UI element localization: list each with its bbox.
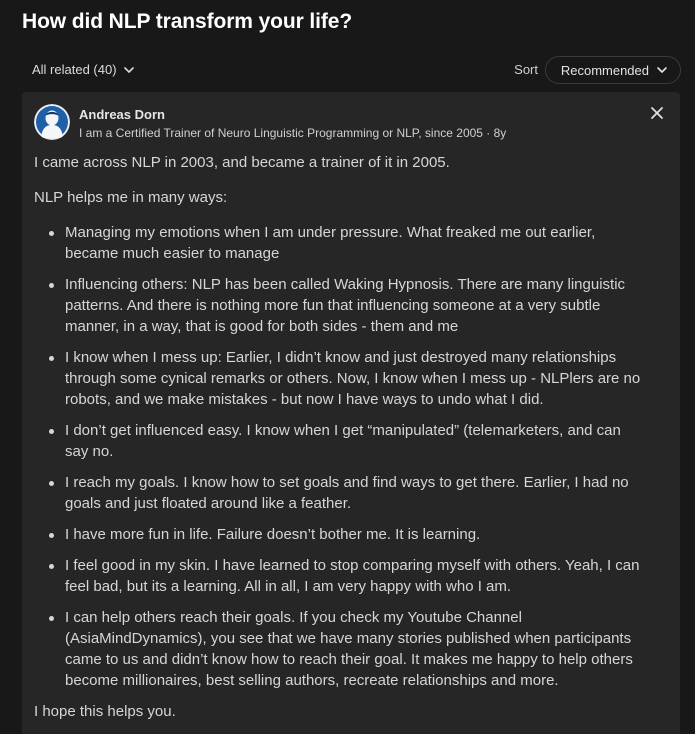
list-item: I feel good in my skin. I have learned to stop comparing myself with others. Yeah, I can feel bad, but its a learning. All in all, I am very happy with who I am. [34, 555, 644, 597]
author-photo [34, 104, 70, 140]
answer-card [22, 92, 680, 734]
question-title: How did NLP transform your life? [22, 10, 353, 33]
answer-body [34, 152, 644, 722]
sort-dropdown[interactable] [545, 56, 681, 84]
bullet-list [34, 222, 644, 691]
all-related-label: All related (40) [32, 62, 117, 77]
answer-paragraph: I came across NLP in 2003, and became a trainer of it in 2005. [34, 154, 450, 171]
chevron-down-icon [656, 64, 668, 76]
avatar[interactable] [34, 104, 70, 140]
list-item: I have more fun in life. Failure doesn’t bother me. It is learning. [34, 524, 644, 545]
list-item: Influencing others: NLP has been called Waking Hypnosis. There are many linguistic patterns. And there is nothing more fun that influencing someone at a very subtle manner, in a way, that is good for both sides - them and me [34, 274, 644, 337]
answer-closing: I hope this helps you. [34, 703, 176, 720]
all-related-dropdown[interactable] [32, 62, 135, 77]
close-icon[interactable] [650, 106, 664, 120]
answer-paragraph: NLP helps me in many ways: [34, 189, 228, 206]
author-credential: I am a Certified Trainer of Neuro Linguistic Programming or NLP, since 2005 · 8y [79, 126, 507, 140]
author-name[interactable]: Andreas Dorn [79, 107, 165, 122]
list-item: Managing my emotions when I am under pressure. What freaked me out earlier, became much easier to manage [34, 222, 644, 264]
sort-label: Sort [514, 62, 538, 77]
filter-bar [22, 56, 681, 84]
sort-value: Recommended [560, 62, 649, 78]
list-item: I can help others reach their goals. If you check my Youtube Channel (AsiaMindDynamics), you see that we have many stories published when participants came to us and didn’t know how to reach their goal. It makes me happy to help others become millionaires, best selling authors, recreate relationships and more. [34, 607, 644, 691]
list-item: I don’t get influenced easy. I know when I get “manipulated” (telemarketers, and can say no. [34, 420, 644, 462]
list-item: I know when I mess up: Earlier, I didn’t know and just destroyed many relationships through some cynical remarks or others. Now, I know when I mess up - NLPlers are no robots, and we make mistakes - but now I have ways to undo what I did. [34, 347, 644, 410]
chevron-down-icon [123, 64, 135, 76]
list-item: I reach my goals. I know how to set goals and find ways to get there. Earlier, I had no goals and just floated around like a feather. [34, 472, 644, 514]
